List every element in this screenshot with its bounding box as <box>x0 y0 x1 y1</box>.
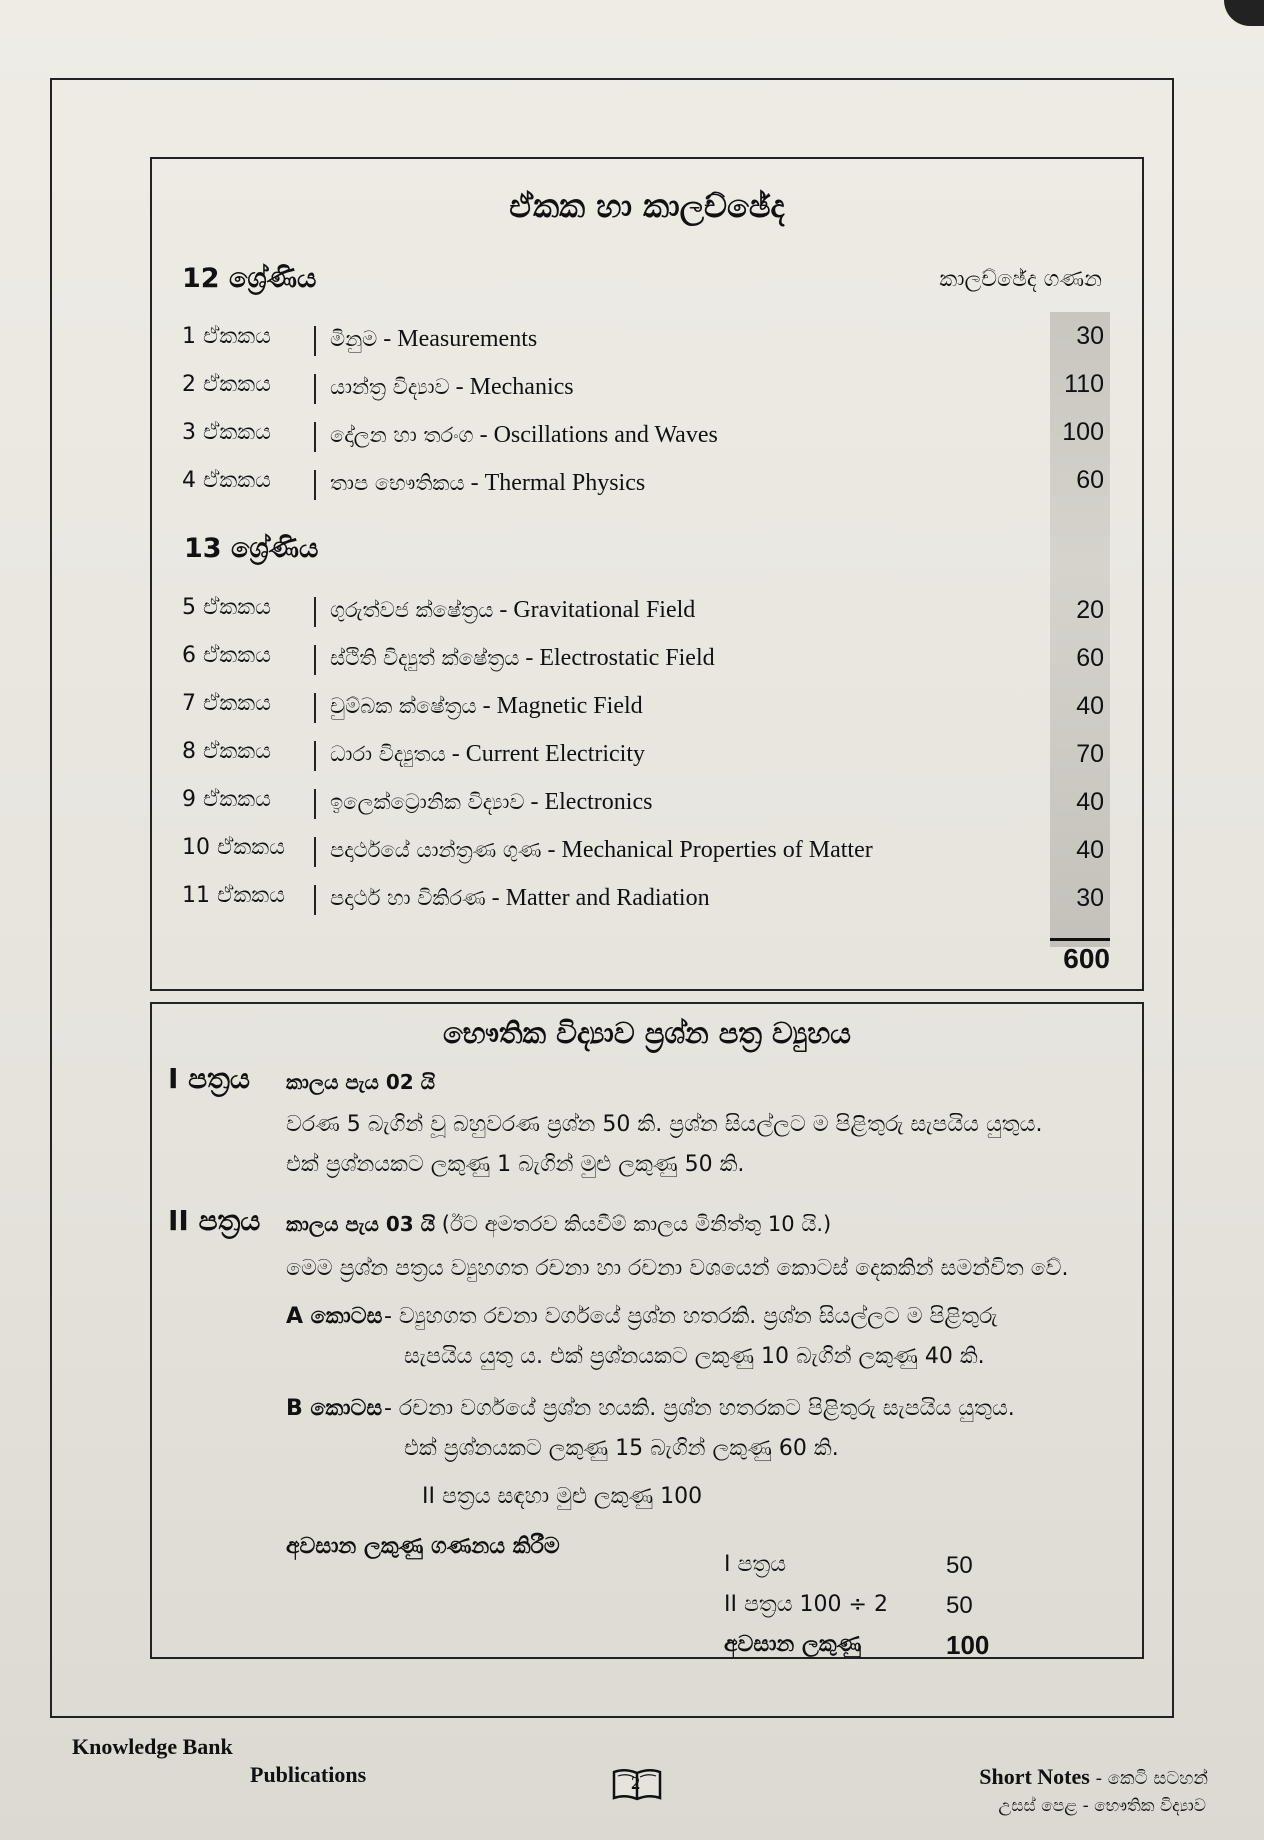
unit-row <box>182 420 1082 454</box>
paper-2-label: II පත්‍රය <box>168 1204 261 1237</box>
periods-column-heading: කාලච්ඡේද ගණන <box>939 267 1102 292</box>
unit-divider <box>314 645 316 675</box>
unit-label: 9 ඒකකය <box>182 787 271 812</box>
paper-2-time: කාලය පැය 03 යි (ඊට අමතරව කියවීම් කාලය මිනිත්තු 10 යි.) <box>286 1212 832 1236</box>
grade-13-heading: 13 ශ්‍රේණිය <box>184 533 319 564</box>
unit-periods: 30 <box>1076 884 1104 912</box>
unit-divider <box>314 693 316 723</box>
final-marks-heading: අවසාන ලකුණු ගණනය කිරීම <box>286 1534 560 1559</box>
paper-2-line-1: මෙම ප්‍රශ්න පත්‍රය ව්‍යුහගත රචනා හා රචනා වශයෙන් කොටස් දෙකකින් සමන්විත වේ. <box>286 1256 1069 1281</box>
unit-row <box>182 643 1082 677</box>
final-row-1-label: I පත්‍රය <box>724 1552 787 1577</box>
unit-periods: 40 <box>1076 836 1104 864</box>
grade-12-heading: 12 ශ්‍රේණිය <box>182 263 317 294</box>
unit-topic: චුම්බක ක්ෂේත්‍රය - Magnetic Field <box>330 693 643 719</box>
unit-label: 8 ඒකකය <box>182 739 271 764</box>
paper-1-line-2: එක් ප්‍රශ්නයකට ලකුණු 1 බැගින් මුළු ලකුණු 50 කි. <box>286 1152 745 1177</box>
paper-structure-box <box>150 1002 1144 1659</box>
unit-label: 11 ඒකකය <box>182 883 285 908</box>
final-row-3-label: අවසාන ලකුණු <box>724 1632 862 1657</box>
unit-topic: ධාරා විද්‍යුතය - Current Electricity <box>330 741 646 767</box>
unit-label: 1 ඒකකය <box>182 324 271 349</box>
unit-row <box>182 787 1082 821</box>
unit-row <box>182 835 1082 869</box>
unit-label: 10 ඒකකය <box>182 835 285 860</box>
units-title: ඒකක හා කාලච්ඡේද <box>509 187 785 225</box>
units-periods-box <box>150 157 1144 991</box>
unit-topic: මිනුම - Measurements <box>330 326 538 352</box>
unit-periods: 60 <box>1076 466 1104 494</box>
paper-structure-title: භෞතික විද්‍යාව ප්‍රශ්න පත්‍ර ව්‍යුහය <box>443 1016 851 1050</box>
unit-periods: 70 <box>1076 740 1104 768</box>
unit-row <box>182 691 1082 725</box>
final-row-3-value: 100 <box>946 1630 990 1660</box>
unit-topic: ගුරුත්වජ ක්ෂේත්‍රය - Gravitational Field <box>330 597 696 623</box>
part-a-line-1: - ව්‍යුහගත රචනා වර්ගයේ ප්‍රශ්න හතරකි. ප්‍රශ්න සියල්ලට ම පිළිතුරු <box>384 1304 998 1329</box>
unit-row <box>182 372 1082 406</box>
unit-row <box>182 595 1082 629</box>
paper-1-line-1: වරණ 5 බැගින් වූ බහුවරණ ප්‍රශ්න 50 කි. ප්‍රශ්න සියල්ලට ම පිළිතුරු සැපයිය යුතුය. <box>286 1112 1043 1137</box>
unit-periods: 30 <box>1076 322 1104 350</box>
part-b-line-2: එක් ප්‍රශ්නයකට ලකුණු 15 බැගින් ලකුණු 60 කි. <box>404 1436 839 1461</box>
unit-periods: 60 <box>1076 644 1104 672</box>
open-book-icon <box>612 1766 662 1802</box>
part-a-label: A කොටස <box>286 1304 383 1329</box>
part-b-line-1: - රචනා වර්ගයේ ප්‍රශ්න හයකි. ප්‍රශ්න හතරකට පිළිතුරු සැපයිය යුතුය. <box>384 1396 1015 1421</box>
unit-divider <box>314 885 316 915</box>
part-a-line-2: සැපයිය යුතු ය. එක් ප්‍රශ්නයකට ලකුණු 10 බැගින් ලකුණු 40 කි. <box>404 1344 985 1369</box>
unit-periods: 100 <box>1062 418 1104 446</box>
unit-row <box>182 468 1082 502</box>
paper-1-time: කාලය පැය 02 යි <box>286 1070 436 1094</box>
series-title: Short Notes - කෙටි සටහන් <box>979 1764 1208 1789</box>
unit-divider <box>314 597 316 627</box>
unit-label: 3 ඒකකය <box>182 420 271 445</box>
page-number: 2 <box>631 1773 640 1793</box>
unit-row <box>182 739 1082 773</box>
unit-topic: දෝලන හා තරංග - Oscillations and Waves <box>330 422 718 448</box>
final-row-1-value: 50 <box>946 1552 973 1579</box>
unit-label: 5 ඒකකය <box>182 595 271 620</box>
publisher-name-line-2: Publications <box>250 1762 367 1787</box>
unit-label: 6 ඒකකය <box>182 643 271 668</box>
unit-periods: 20 <box>1076 596 1104 624</box>
unit-topic: තාප භෞතිකය - Thermal Physics <box>330 470 646 496</box>
unit-topic: ඉලෙක්ට්‍රොනික විද්‍යාව - Electronics <box>330 789 653 815</box>
unit-divider <box>314 374 316 404</box>
unit-row <box>182 324 1082 358</box>
unit-label: 4 ඒකකය <box>182 468 271 493</box>
unit-topic: යාන්ත්‍ර විද්‍යාව - Mechanics <box>330 374 574 400</box>
unit-divider <box>314 470 316 500</box>
unit-label: 7 ඒකකය <box>182 691 271 716</box>
paper-1-label: I පත්‍රය <box>168 1062 250 1095</box>
unit-topic: පදාර්ථයේ යාන්ත්‍රණ ගුණ - Mechanical Properties of Matter <box>330 837 873 863</box>
unit-divider <box>314 789 316 819</box>
unit-periods: 40 <box>1076 692 1104 720</box>
unit-row <box>182 883 1082 917</box>
total-periods: 600 <box>1063 943 1110 974</box>
part-b-label: B කොටස <box>286 1396 383 1421</box>
paper-2-total: II පත්‍රය සඳහා මුළු ලකුණු 100 <box>422 1484 703 1509</box>
unit-periods: 110 <box>1064 370 1104 398</box>
unit-divider <box>314 741 316 771</box>
unit-periods: 40 <box>1076 788 1104 816</box>
total-rule <box>1050 938 1110 941</box>
subject-line: උසස් පෙළ - භෞතික විද්‍යාව <box>998 1796 1206 1816</box>
unit-topic: පදාර්ථ හා විකිරණ - Matter and Radiation <box>330 885 710 911</box>
final-row-2-label: II පත්‍රය 100 ÷ 2 <box>724 1592 888 1617</box>
unit-label: 2 ඒකකය <box>182 372 271 397</box>
unit-divider <box>314 326 316 356</box>
final-row-2-value: 50 <box>946 1592 973 1619</box>
unit-divider <box>314 422 316 452</box>
unit-divider <box>314 837 316 867</box>
unit-topic: ස්ථිති විද්‍යුත් ක්ෂේත්‍රය - Electrostatic Field <box>330 645 715 671</box>
publisher-name-line-1: Knowledge Bank <box>72 1734 233 1759</box>
